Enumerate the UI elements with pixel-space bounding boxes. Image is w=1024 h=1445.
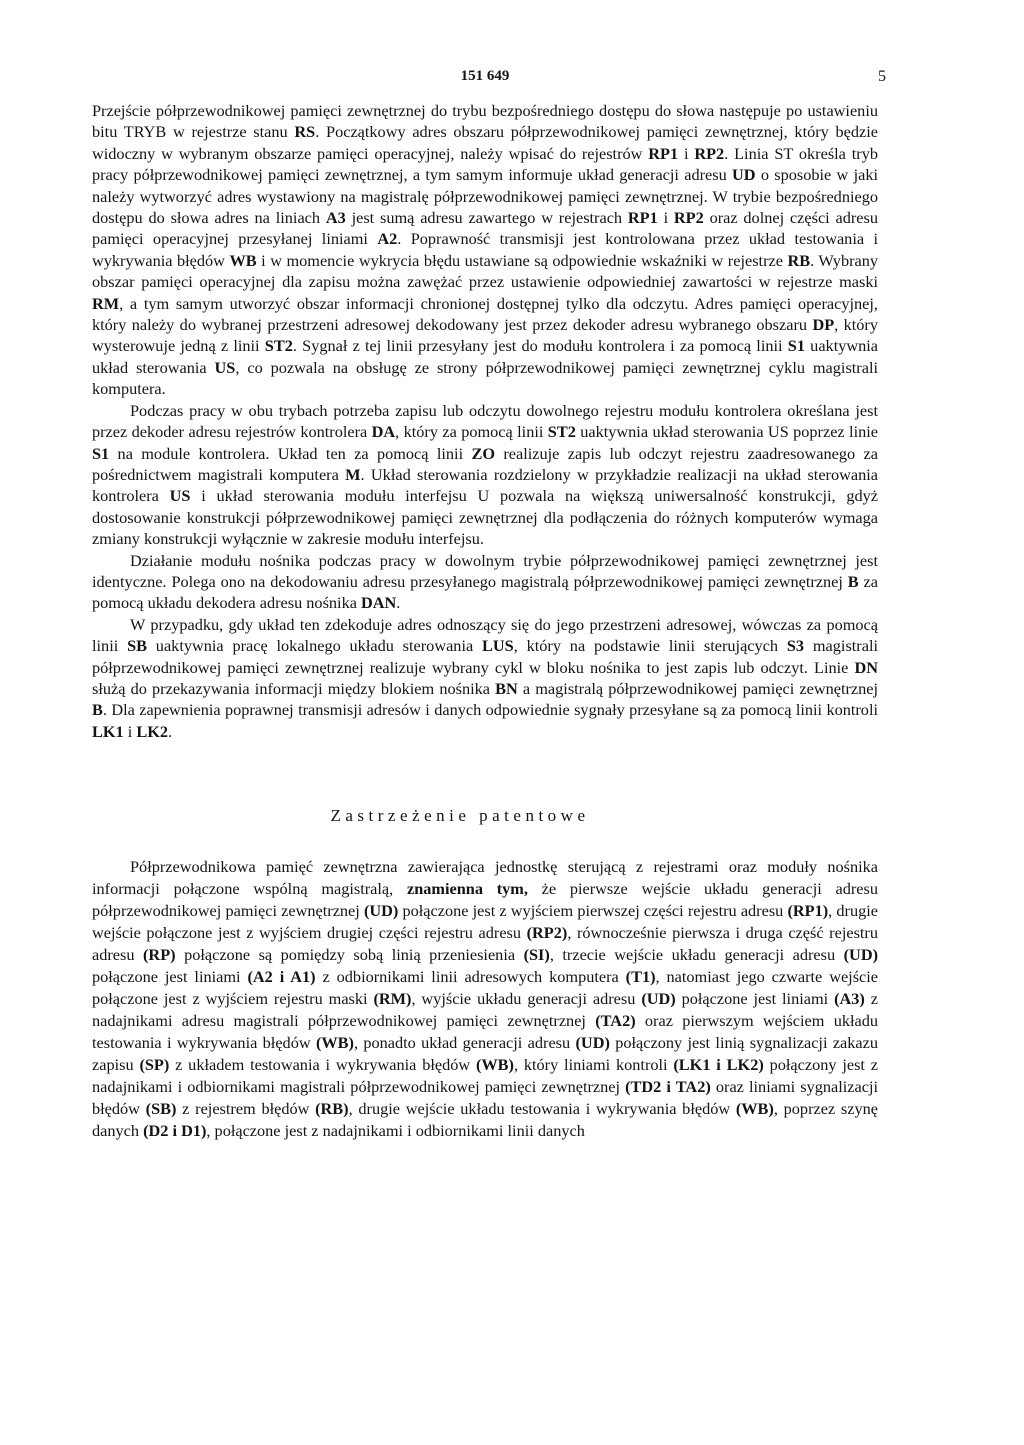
- patent-number: 151 649: [460, 68, 510, 84]
- claims-heading: Zastrzeżenie patentowe: [330, 806, 590, 826]
- body-paragraph-3: Działanie modułu nośnika podczas pracy w dowolnym trybie półprzewodnikowej pamięci zewnętrznej jest identyczne. Polega ono na dekodowaniu adresu przesyłanego magistralą półprzewodnikowej pamięci zewnętrznej B za pomocą układu dekodera adresu nośnika DAN.: [92, 550, 878, 613]
- document-page: [92, 68, 886, 1142]
- description-section: [92, 100, 878, 742]
- body-paragraph-1: Przejście półprzewodnikowej pamięci zewnętrznej do trybu bezpośredniego dostępu do słowa następuje po ustawieniu bitu TRYB w rejestrze stanu RS. Początkowy adres obszaru półprzewodnikowej pamięci zewnętrznej, który będzie widoczny w wybranym obszarze pamięci operacyjnej, należy wpisać do rejestrów RP1 i RP2. Linia ST określa tryb pracy półprzewodnikowej pamięci zewnętrznej, a tym samym informuje układ generacji adresu UD o sposobie w jaki należy wytworzyć adres wystawiony na magistralę półprzewodnikowej pamięci zewnętrznej. W trybie bezpośredniego dostępu do słowa adres na liniach A3 jest sumą adresu zawartego w rejestrach RP1 i RP2 oraz dolnej części adresu pamięci operacyjnej przesyłanej liniami A2. Poprawność transmisji jest kontrolowana przez układ testowania i wykrywania błędów WB i w momencie wykrycia błędu ustawiane są odpowiednie wskaźniki w rejestrze RB. Wybrany obszar pamięci operacyjnej dla zapisu można zawężać przez ustawienie odpowiedniej zawartości w rejestrze maski RM, a tym samym utworzyć obszar informacji chronionej dostępnej tylko dla odczytu. Adres pamięci operacyjnej, który należy do wybranej przestrzeni adresowej dekodowany jest przez dekoder adresu wybranego obszaru DP, który wysterowuje jedną z linii ST2. Sygnał z tej linii przesyłany jest do modułu kontrolera i za pomocą linii S1 uaktywnia układ sterowania US, co pozwala na obsługę ze strony półprzewodnikowej pamięci zewnętrznej cyklu magistrali komputera.: [92, 101, 879, 399]
- claim-paragraph-1: Półprzewodnikowa pamięć zewnętrzna zawierająca jednostkę sterującą z rejestrami oraz moduły nośnika informacji połączone wspólną magistralą, znamienna tym, że pierwsze wejście układu generacji adresu półprzewodnikowej pamięci zewnętrznej (UD) połączone jest z wyjściem pierwszej części rejestru adresu (RP1), drugie wejście połączone jest z wyjściem drugiej części rejestru adresu (RP2), równocześnie pierwsza i druga część rejestru adresu (RP) połączone są pomiędzy sobą linią przeniesienia (SI), trzecie wejście układu generacji adresu (UD) połączone jest liniami (A2 i A1) z odbiornikami linii adresowych komputera (T1), natomiast jego czwarte wejście połączone jest z wyjściem rejestru maski (RM), wyjście układu generacji adresu (UD) połączone jest liniami (A3) z nadajnikami adresu magistrali półprzewodnikowej pamięci zewnętrznej (TA2) oraz pierwszym wejściem układu testowania i wykrywania błędów (WB), ponadto układ generacji adresu (UD) połączony jest linią sygnalizacji zakazu zapisu (SP) z układem testowania i wykrywania błędów (WB), który liniami kontroli (LK1 i LK2) połączony jest z nadajnikami i odbiornikami magistrali półprzewodnikowej pamięci zewnętrznej (TD2 i TA2) oraz liniami sygnalizacji błędów (SB) z rejestrem błędów (RB), drugie wejście układu testowania i wykrywania błędów (WB), poprzez szynę danych (D2 i D1), połączone jest z nadajnikami i odbiornikami linii danych: [92, 857, 879, 1141]
- claims-section: [92, 856, 878, 1142]
- body-paragraph-2: Podczas pracy w obu trybach potrzeba zapisu lub odczytu dowolnego rejestru modułu kontrolera określana jest przez dekoder adresu rejestrów kontrolera DA, który za pomocą linii ST2 uaktywnia układ sterowania US poprzez linie S1 na module kontrolera. Układ ten za pomocą linii ZO realizuje zapis lub odczyt rejestru zaadresowanego za pośrednictwem magistrali komputera M. Układ sterowania rozdzielony w przykładzie realizacji na układ sterowania kontrolera US i układ sterowania modułu interfejsu U pozwala na większą uniwersalność konstrukcji, gdyż dostosowanie konstrukcji półprzewodnikowej pamięci zewnętrznej dla podłączenia do różnych komputerów wymaga zmiany konstrukcji wyłącznie w zakresie modułu interfejsu.: [92, 400, 878, 549]
- page-header: [92, 68, 886, 90]
- page-number: 5: [878, 68, 886, 85]
- body-paragraph-4: W przypadku, gdy układ ten zdekoduje adres odnoszący się do jego przestrzeni adresowej, wówczas za pomocą linii SB uaktywnia pracę lokalnego układu sterowania LUS, który na podstawie linii sterujących S3 magistrali półprzewodnikowej pamięci zewnętrznej realizuje wybrany cykl w bloku nośnika to jest zapis lub odczyt. Linie DN służą do przekazywania informacji między blokiem nośnika BN a magistralą półprzewodnikowej pamięci zewnętrznej B. Dla zapewnienia poprawnej transmisji adresów i danych odpowiednie sygnały przesyłane są za pomocą linii kontroli LK1 i LK2.: [92, 614, 879, 741]
